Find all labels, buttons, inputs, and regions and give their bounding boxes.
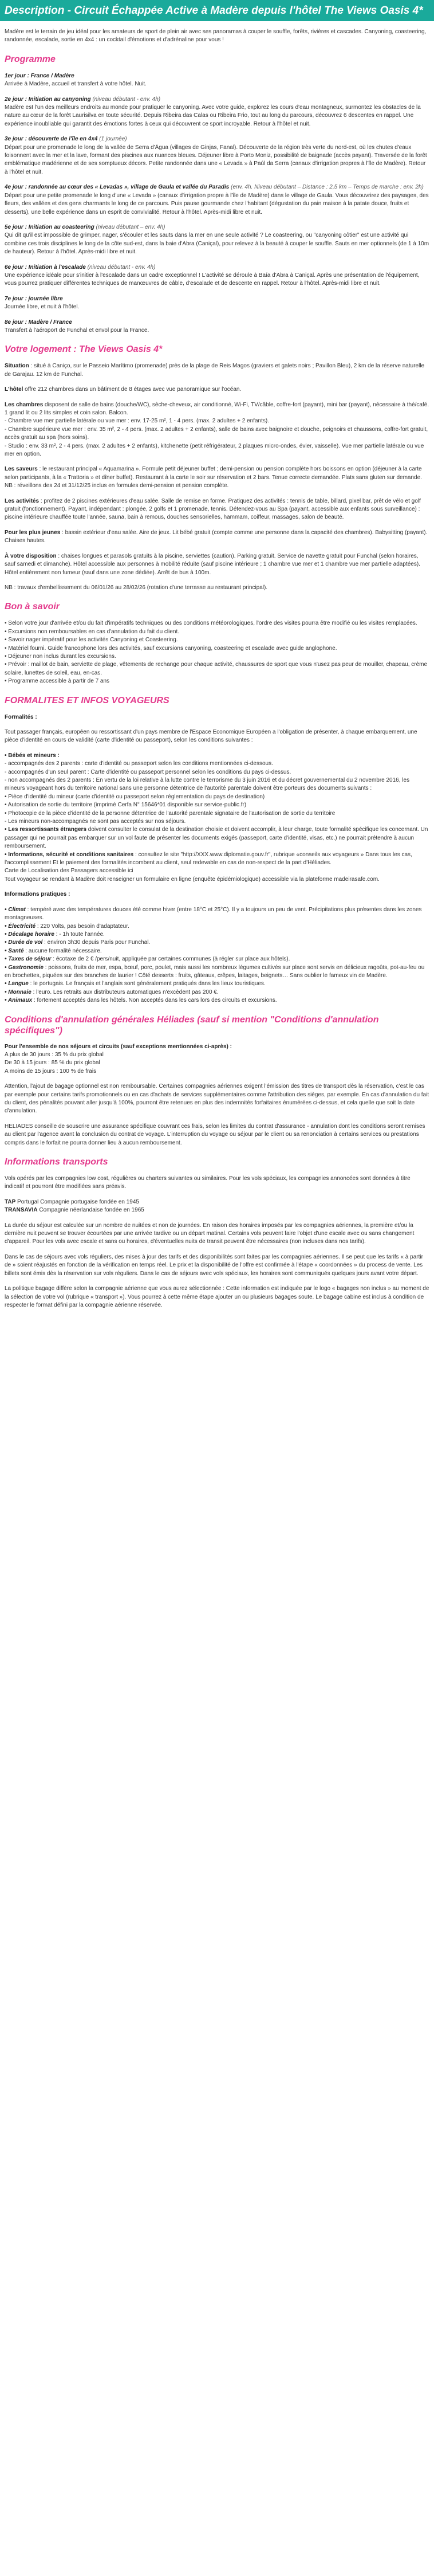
pratique-item	[5, 955, 429, 963]
pratique-text: : écotaxe de 2 € /pers/nuit, appliquée par certaines communes (à régler sur place aux hôtels).	[51, 956, 290, 963]
pratique-label: • Taxes de séjour	[5, 956, 52, 963]
transports-heading: Informations transports	[5, 1157, 108, 1167]
annulation-p1: Attention, l'ajout de bagage optionnel est non remboursable. Certaines compagnies aériennes exigent l'émission des titres de transport dès la réservation, c'est le cas par exemple pour certains tarifs promotionnels ou en cas d'achats de services supplémentaires comme l'attribution des sièges, par exemple. En cas d'annulation du fait du client, des pénalités pouvant aller jusqu'à 100%, pourront être retenues en plus des indemnités forfaitaires énumérées ci-dessus, et cela quelle que soit la date d'annulation.	[5, 1083, 429, 1115]
chambres-line: - Chambre supérieure vue mer : env. 35 m², 2 - 4 pers. (max. 2 adultes + 2 enfants), salle de bains avec baignoire et douche, peignoirs et chaussons, coffre-fort gratuit, accès gratuit au spa (hors soins).	[5, 426, 428, 441]
day-text: Qui dit qu'il est impossible de grimper, nager, s'écouler et les sauts dans la mer en une seule activité ? Le coasteering, ou "canyoning côtier" est une activité qui combine ces trois disciplines le long de la côte sud-est, dans la baie d'Abra (Caniçal), pour relevez à la beauté à couper le souffle. Sauts en mer optionnels (de 1 à 10m de hauteur). Retour à l'hôtel. Après-midi libre et nuit.	[5, 232, 429, 256]
transports-p2: La durée du séjour est calculée sur un nombre de nuitées et non de journées. En raison des horaires imposés par les compagnies aériennes, la première et/ou la dernière nuit peuvent se trouver écourtées par une arrivée tardive ou un départ matinal. Certains vols peuvent faire l'objet d'une escale avec ou sans changement d'appareil. Pour les vols avec escale et sans ou horaires, d'éventuelles nuits de transit peuvent être nécessaires (non incluses dans nos tarifs).	[5, 1222, 415, 1245]
pratique-label: • Animaux	[5, 997, 33, 1004]
chambres-line: - Studio : env. 33 m², 2 - 4 pers. (max. 2 adultes + 2 enfants), kitchenette (petit réfrigérateur, 2 plaques micro-ondes, évier, vaisselle). Vue mer partielle latérale ou vue mer en option.	[5, 442, 424, 458]
annulation-rules	[5, 1043, 429, 1076]
infos-text: : consultez le site "http://XXX.www.diplomatie.gouv.fr", rubrique «conseils aux voyageurs » Dans tous les cas, l'accomplissement Et le paiement des formalités incombent au client, seul redevable en cas de non-respect de la part d'Héliades.	[5, 851, 412, 866]
day-note: (1 journée)	[97, 136, 127, 143]
bebes-line: • Autorisation de sortie du territoire (imprimé Cerfa N° 15646*01 disponible sur service-public.fr)	[5, 802, 247, 809]
bon-savoir-list	[5, 620, 429, 685]
programme-day	[5, 224, 429, 257]
annulation-p2: HELIADES conseille de souscrire une assurance spécifique couvrant ces frais, selon les limites du contrat d'assurance - annulation dont les conditions seront remises au client par l'agence avant la conclusion du contrat de voyage. L'interruption du voyage ou séjour par le client ou sa renonciation à certains services ou prestations compris dans le forfait ne pourra donner lieu à aucun remboursement.	[5, 1123, 425, 1146]
pratique-label: • Climat	[5, 906, 26, 913]
transports-p4: La politique bagage diffère selon la compagnie aérienne que vous aurez sélectionnée : Cette information est indiquée par le logo « bagages non inclus » au moment de la sélection de votre vol (rubrique « transport »). Vous pourrez à cette même étape ajouter un ou plusieurs bagages soute. Le bagage cabine est inclus à condition de respecter le format défini par la compagnie aérienne réservée.	[5, 1285, 429, 1308]
programme-day	[5, 183, 429, 217]
annulation-heading: Conditions d'annulation générales Héliades (sauf si mention "Conditions d'annulation spécifiques")	[5, 1014, 379, 1036]
company-line	[5, 1206, 429, 1214]
annulation-intro: Pour l'ensemble de nos séjours et circuits (sauf exceptions mentionnées ci-après) :	[5, 1043, 232, 1050]
intro-text: Madère est le terrain de jeu idéal pour les amateurs de sport de plein air avec ses panoramas à couper le souffle, forêts, rivières et cascades. Canyoning, coasteering, randonnée, escalade, sortie en 4x4 : un cocktail d'émotions et d'adrénaline pour vous !	[5, 29, 427, 44]
petits-text: : bassin extérieur d'eau salée. Aire de jeux. Lit bébé gratuit (compte comme une personne dans la capacité des chambres). Babysitting (payant). Chaises hautes.	[5, 529, 428, 544]
day-note: (niveau débutant – env. 4h)	[94, 224, 165, 230]
day-note: (niveau débutant - env. 4h)	[85, 264, 156, 270]
etrangers-text: doivent consulter le consulat de la destination choisie et doivent accomplir, à leur charge, toute formalité spécifique les concernant. Un passager qui ne pourrait pas embarquer sur un vol faute de présenter les documents exigés (passeport, carte d'identité, visas, etc.) ne pourrait prétendre à aucun remboursement.	[5, 826, 428, 850]
day-text: Départ pour une petite promenade le long d'une « Levada » (canaux d'irrigation propre à l'île de Madère) dans le village de Gaula. Vous découvrirez des paysages, des fleurs, des vallées et des gens charmants le long de ce parcours. Puis pause gourmande chez l'habitant (dégustation du pain maison à la patate douce, fruits et desserts), une belle expérience dans un esprit de convivialité. Retour à l'hôtel. Après-midi libre et nuit.	[5, 192, 429, 215]
day-text: Madère est l'un des meilleurs endroits au monde pour pratiquer le canyoning. Avec votre guide, explorez les cours d'eau montagneux, surmontez les obstacles de la nature au cœur de la forêt Laurisilva en toute sécurité. Depuis Ribeira das Calas ou Ribeira Frio, tout au long du parcours, découvrez 6 descentes en rappel. Une expérience inoubliable qui garantit des émotions fortes à ceux qui découvrent ce sport incroyable. Retour à l'hôtel et nuit.	[5, 104, 421, 127]
situation-text: : situé à Caniço, sur le Passeio Marítimo (promenade) près de la plage de Reis Magos (graviers et galets noirs ; Pavillon Bleu), 2 km de la réserve naturelle de Garajau. 12 km de Funchal.	[5, 363, 425, 378]
pratique-text: : - 1h toute l'année.	[54, 931, 105, 938]
pratique-label: • Durée de vol	[5, 939, 43, 946]
company-name: TRANSAVIA	[5, 1207, 38, 1214]
company-name: TAP	[5, 1198, 16, 1205]
day-heading: 5e jour : Initiation au coasteering	[5, 224, 94, 230]
bebes-line: - accompagnés des 2 parents : carte d'identité ou passeport selon les conditions mentionnées ci-dessous.	[5, 760, 273, 767]
bon-savoir-item: • Selon votre jour d'arrivée et/ou du fait d'impératifs techniques ou des conditions météorologiques, l'ordre des visites pourra être modifié ou les visites remplacées.	[5, 620, 417, 627]
dispo-text: : chaises longues et parasols gratuits à la piscine, serviettes (caution). Parking gratuit. Service de navette gratuit pour Funchal (selon horaires, sauf samedi et dimanche). Hôtel accessible aux personnes à mobilité réduite (sauf piscine intérieure ; 1 chambre vue mer et 1 chambre vue mer partielle adaptées). Hôtel entièrement non fumeur (sauf dans une zone dédiée). Arrêt de bus à 100m.	[5, 552, 420, 576]
pratique-item	[5, 939, 429, 947]
carte-localisation-link[interactable]: Carte de Localisation des Passagers accessible ici	[5, 868, 133, 875]
infos-line	[5, 851, 429, 868]
formalites-label	[5, 713, 429, 722]
pratique-item	[5, 964, 429, 981]
day-text: Une expérience idéale pour s'initier à l'escalade dans un cadre exceptionnel ! L'activité se déroule à Baía d'Abra à Caniçal. Après une présentation de l'équipement, vous pourrez pratiquer différentes techniques de manœuvres de câble, d'escalade et de descente en rappel. Retour à l'hôtel. Après-midi libre et nuit.	[5, 272, 420, 287]
day-text: Départ pour une promenade le long de la vallée de Serra d'Água (villages de Ginjas, Fanal). Découverte de la région très verte du nord-est, où les chutes d'eaux foisonnent avec la mer et la lave, formant des piscines aux nuances bleues. Déjeuner libre à Porto Moniz, possibilité de baignade (accès payant). Traversée de la forêt emblématique madérienne et de ses somptueux décors. Petite randonnée dans une « Levada » à Paúl da Serra (canaux d'irrigation propres à l'île de Madère). Retour à l'hôtel et nuit.	[5, 144, 427, 175]
programme-day	[5, 319, 429, 335]
day-note: (niveau débutant - env. 4h)	[90, 96, 161, 103]
activites-paragraph	[5, 497, 429, 522]
company-text: Portugal Compagnie portugaise fondée en 1945	[15, 1198, 139, 1205]
activites-label: Les activités	[5, 497, 40, 504]
saveurs-label: Les saveurs	[5, 466, 38, 473]
pratique-text: : fortement acceptés dans les hôtels. Non acceptés dans les cars lors des circuits et excursions.	[32, 997, 277, 1004]
pratique-label: • Gastronomie	[5, 964, 44, 971]
day-text: Transfert à l'aéroport de Funchal et envol pour la France.	[5, 327, 149, 334]
pratique-item	[5, 947, 429, 955]
day-heading: 8e jour : Madère / France	[5, 319, 72, 326]
logement-heading: Votre logement : The Views Oasis 4*	[5, 344, 163, 355]
hotel-text: offre 212 chambres dans un bâtiment de 8 étages avec vue panoramique sur l'océan.	[23, 386, 242, 393]
page-title: Description - Circuit Échappée Active à Madère depuis l'hôtel The Views Oasis 4*	[0, 0, 434, 21]
bon-savoir-heading: Bon à savoir	[5, 602, 60, 612]
pratique-text: : le portugais. Le français et l'anglais sont généralement pratiqués dans les lieux touristiques.	[28, 981, 266, 987]
bon-savoir-item: • Prévoir : maillot de bain, serviette de plage, vêtements de rechange pour chaque activité, chaussures de sport que vous n'usez pas peur de mouiller, chapeau, crème solaire, lunettes de soleil, eau, en-cas.	[5, 661, 428, 676]
programme-heading: Programme	[5, 54, 56, 64]
pratique-text: : environ 3h30 depuis Paris pour Funchal.	[42, 939, 151, 946]
saveurs-text: : le restaurant principal « Aquamarina ». Formule petit déjeuner buffet ; demi-pension ou pension complète hors boissons en option (déjeuner à la carte selon participants, à la « Trattoria » et dîner buffet). Restaurant à la carte le soir sur réservation et 2 bars. Tenue correcte demandée. Plats sans gluten sur demande.	[5, 466, 422, 481]
pratiques-label	[5, 891, 429, 899]
bon-savoir-item: • Savoir nager impératif pour les activités Canyoning et Coasteering.	[5, 637, 178, 644]
annulation-rule: De 30 à 15 jours : 85 % du prix global	[5, 1060, 100, 1067]
day-text: Arrivée à Madère, accueil et transfert à votre hôtel. Nuit.	[5, 81, 147, 88]
petits-label: Pour les plus jeunes	[5, 529, 61, 536]
chambres-paragraph	[5, 401, 429, 459]
pratique-label: • Santé	[5, 947, 24, 954]
pratique-text: : aucune formalité nécessaire.	[23, 947, 102, 954]
pratique-text: : l'euro. Les retraits aux distributeurs automatiques n'excèdent pas 200 €.	[31, 989, 219, 995]
day-heading: 4e jour : randonnée au cœur des « Levadas », village de Gaula et vallée du Paradis	[5, 184, 230, 191]
dispo-paragraph	[5, 552, 429, 577]
annulation-rule: A plus de 30 jours : 35 % du prix global	[5, 1051, 104, 1058]
programme-day	[5, 135, 429, 177]
pratique-item	[5, 923, 429, 931]
content	[0, 28, 434, 1309]
pratique-item	[5, 906, 429, 923]
bon-savoir-item: • Déjeuner non inclus durant les excursions.	[5, 653, 116, 660]
bebes-line: • Photocopie de la pièce d'identité de la personne détentrice de l'autorité parentale signataire de l'autorisation de sortie du territoire	[5, 810, 336, 817]
formalites-label-text: Formalités :	[5, 713, 37, 720]
programme-day	[5, 72, 429, 89]
bon-savoir-item: • Programme accessible à partir de 7 ans	[5, 678, 110, 685]
day-heading: 2e jour : Initiation au canyoning	[5, 96, 91, 103]
bebes-line: - accompagnés d'un seul parent : Carte d'identité ou passeport personnel selon les conditions du pays ci-dessus.	[5, 769, 291, 775]
pratique-item	[5, 931, 429, 939]
travaux-nb: NB : travaux d'embellissement du 06/01/26 au 28/02/26 (rotation d'une terrasse au restaurant principal).	[5, 584, 268, 591]
day-heading: 3e jour : découverte de l'île en 4x4	[5, 136, 98, 143]
company-text: Compagnie néerlandaise fondée en 1965	[37, 1207, 144, 1214]
company-line	[5, 1198, 429, 1206]
chambres-label: Les chambres	[5, 401, 44, 408]
programme-days	[5, 72, 429, 335]
annulation-rule: A moins de 15 jours : 100 % de frais	[5, 1068, 97, 1075]
pratiques-label-text: Informations pratiques :	[5, 891, 70, 898]
programme-day	[5, 96, 429, 129]
pratique-text: : 220 Volts, pas besoin d'adaptateur.	[35, 923, 129, 930]
pratique-item	[5, 989, 429, 997]
day-heading: 6e jour : Initiation à l'escalade	[5, 264, 86, 270]
infos-label: • Informations, sécurité et conditions sanitaires	[5, 851, 134, 858]
bebes-label: • Bébés et mineurs :	[5, 752, 60, 759]
chambres-line: disposent de salle de bains (douche/WC), sèche-cheveux, air conditionné, Wi-Fi, TV/câble, coffre-fort (payant), mini bar (payant), nécessaire à thé/café. 1 grand lit ou 2 lits simples et coin salon. Balcon.	[5, 401, 429, 416]
pratique-label: • Monnaie	[5, 989, 31, 995]
pratique-label: • Électricité	[5, 923, 36, 930]
companies-list	[5, 1198, 429, 1215]
day-heading: 7e jour : journée libre	[5, 295, 63, 302]
day-text: Journée libre, et nuit à l'hôtel.	[5, 304, 80, 311]
pratiques-list	[5, 906, 429, 1005]
day-note: (env. 4h. Niveau débutant – Distance : 2,5 km – Temps de marche : env. 2h)	[229, 184, 424, 191]
bon-savoir-item: • Matériel fourni. Guide francophone lors des activités, sauf excursions canyoning, coasteering et escalade avec guide anglophone.	[5, 645, 337, 652]
bebes-line: - Les mineurs non-accompagnés ne sont pas acceptés sur nos séjours.	[5, 818, 186, 825]
day-heading: 1er jour : France / Madère	[5, 72, 74, 79]
pratique-label: • Langue	[5, 981, 29, 987]
saveurs-nb: NB : réveillons des 24 et 31/12/25 inclus en formules demi-pension et pension complète.	[5, 483, 229, 489]
formalites-intro: Tout passager français, européen ou ressortissant d'un pays membre de l'Espace Economique Européen a l'obligation de présenter, à chaque embarquement, une pièce d'identité en cours de validité (carte d'identité ou passeport), selon les conditions suivantes :	[5, 728, 417, 744]
bebes-line: • Pièce d'identité du mineur (carte d'identité ou passeport selon réglementation du pays de destination)	[5, 793, 265, 800]
activites-text: : profitez de 2 piscines extérieures d'eau salée. Salle de remise en forme. Pratiquez des activités : tennis de table, billard, pixel bar, prêt de vélo et golf gratuit (fonctionnement). Payant, indépendant : plongée, 2 golfs et 1 promenade, tennis. Détendez-vous au Spa (payant, accessible aux enfants sous surveillance) : piscine intérieure chauffée toute l'année, sauna, bain à remous, douches sensorielles, hammam, coiffeur, massages, salon de beauté.	[5, 497, 421, 521]
voyage-text: Tout voyageur se rendant à Madère doit renseigner un formulaire en ligne (enquête épidémiologique) accessible via la plateforme madeirasafe.com.	[5, 876, 380, 883]
pratique-item	[5, 980, 429, 988]
dispo-label: À votre disposition	[5, 552, 57, 559]
pratique-label: • Décalage horaire	[5, 931, 54, 938]
programme-day	[5, 264, 429, 288]
formalites-heading: FORMALITES ET INFOS VOYAGEURS	[5, 695, 169, 705]
programme-day	[5, 295, 429, 312]
situation-paragraph	[5, 362, 429, 379]
pratique-text: : tempéré avec des températures douces été comme hiver (entre 18°C et 25°C). Il y a toujours un peu de vent. Précipitations plus présentes dans les zones montagneuses.	[5, 906, 422, 922]
bon-savoir-item: • Excursions non remboursables en cas d'annulation du fait du client.	[5, 628, 180, 635]
hotel-label: L'hôtel	[5, 386, 23, 393]
situation-label: Situation	[5, 363, 29, 370]
chambres-line: - Chambre vue mer partielle latérale ou vue mer : env. 17-25 m², 1 - 4 pers. (max. 2 adultes + 2 enfants).	[5, 418, 269, 425]
bebes-line: - non accompagnés des 2 parents : En vertu de la loi relative à la lutte contre le terrorisme du 3 juin 2016 et du décret gouvernemental du 2 novembre 2016, les mineurs voyageant hors du territoire national sans une personne détentrice de l'autorité parentale doivent être porteurs des documents suivants :	[5, 777, 410, 792]
hotel-paragraph	[5, 386, 429, 394]
pratique-text: : poissons, fruits de mer, espa, bœuf, porc, poulet, mais aussi les nombreux légumes cultivés sur place sont servis en délicieux ragoûts, pot-au-feu ou en brochettes, piquées sur des branches de laurier ! Côté desserts : fruits, gâteaux, crêpes, laitages, beignets… Sans oublier le fameux vin de Madère.	[5, 964, 425, 979]
pratique-item	[5, 997, 429, 1005]
saveurs-paragraph	[5, 465, 429, 490]
transports-p1: Vols opérés par les compagnies low cost, régulières ou charters suivantes ou similaires. Pour les vols spéciaux, les compagnies annoncées sont données à titre indicatif et pourront être modifiées sans préavis.	[5, 1175, 411, 1190]
etrangers-label: • Les ressortissants étrangers	[5, 826, 87, 833]
bebes-paragraph	[5, 752, 429, 884]
petits-paragraph	[5, 529, 429, 546]
transports-p3: Dans le cas de séjours avec vols réguliers, des mises à jour des tarifs et des disponibilités sont faites par les compagnies aériennes. Il se peut que les tarifs « à partir de » soient réajustés en fonction de la vérification en temps réel. Le prix et la disponibilité de l'offre est confirmée à l'étape « coordonnées » du process de vente. Les billets sont émis dès la réservation sur vols réguliers. Dans le cas de séjours avec vols spéciaux, les horaires sont communiqués quelques jours avant votre départ.	[5, 1253, 423, 1277]
